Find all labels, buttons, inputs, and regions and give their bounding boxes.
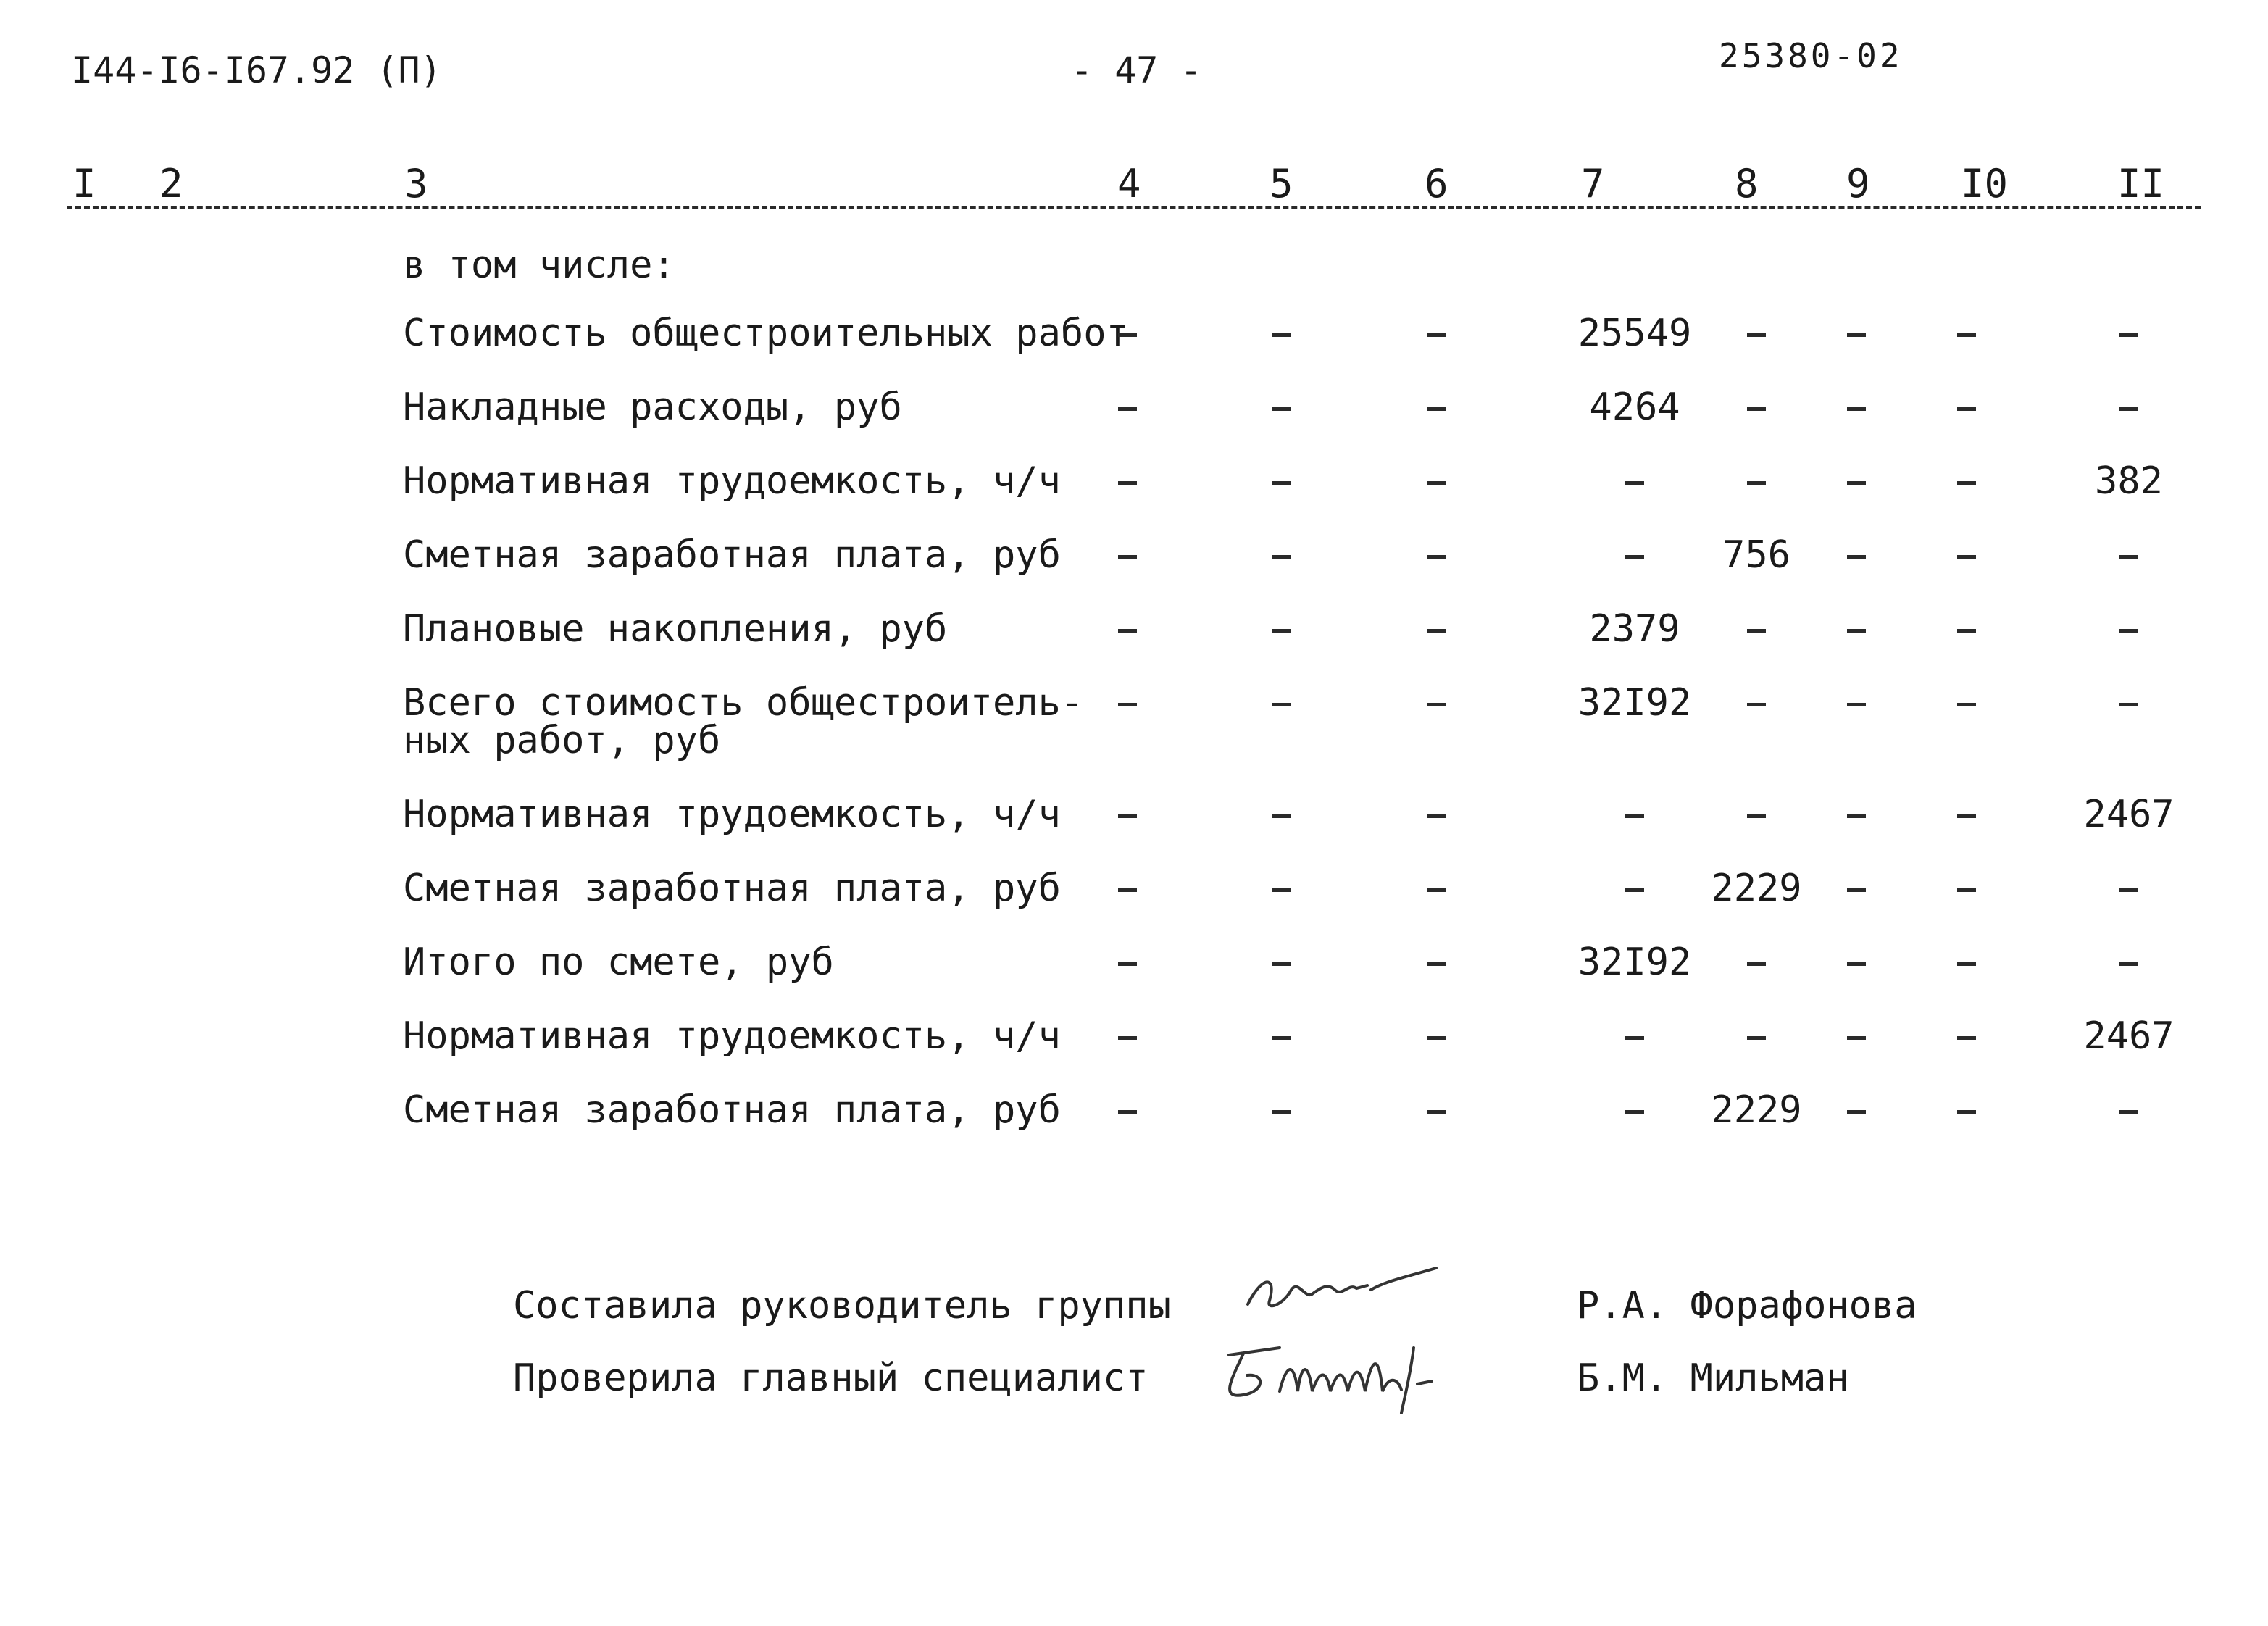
empty-dash	[1847, 555, 1866, 559]
empty-dash	[1427, 555, 1446, 559]
empty-dash	[1957, 1110, 1976, 1114]
empty-dash	[1272, 814, 1291, 818]
empty-dash	[1118, 888, 1137, 892]
empty-dash	[1272, 555, 1291, 559]
compiled-by-name: Р.А. Форафонова	[1577, 1284, 1917, 1327]
row-label: Сметная заработная плата, руб	[403, 1088, 1061, 1132]
empty-dash	[1118, 555, 1137, 559]
empty-dash	[1118, 962, 1137, 966]
empty-dash	[1747, 703, 1766, 706]
empty-dash	[1625, 555, 1644, 559]
empty-dash	[1957, 481, 1976, 485]
empty-dash	[1847, 703, 1866, 706]
empty-dash	[1427, 333, 1446, 337]
column-header: 9	[1846, 161, 1870, 207]
empty-dash	[1427, 888, 1446, 892]
empty-dash	[1747, 1036, 1766, 1040]
empty-dash	[1272, 407, 1291, 411]
compiled-by-signature	[1241, 1261, 1443, 1338]
empty-dash	[1118, 629, 1137, 633]
row-label: Нормативная трудоемкость, ч/ч	[403, 793, 1061, 836]
page-number: - 47 -	[1071, 49, 1202, 91]
empty-dash	[1747, 407, 1766, 411]
empty-dash	[1625, 1036, 1644, 1040]
empty-dash	[1625, 888, 1644, 892]
empty-dash	[1747, 481, 1766, 485]
handwritten-signature-icon	[1214, 1333, 1454, 1420]
empty-dash	[1272, 888, 1291, 892]
empty-dash	[2119, 629, 2138, 633]
compiled-by-role: Составила руководитель группы	[513, 1284, 1171, 1327]
empty-dash	[1427, 481, 1446, 485]
empty-dash	[1272, 703, 1291, 706]
column-header: 4	[1117, 161, 1141, 207]
empty-dash	[1847, 962, 1866, 966]
empty-dash	[2119, 888, 2138, 892]
cell-value: 4264	[1589, 385, 1680, 429]
empty-dash	[1118, 333, 1137, 337]
empty-dash	[1118, 703, 1137, 706]
column-header: 3	[404, 161, 428, 207]
empty-dash	[1272, 1110, 1291, 1114]
table-row	[0, 297, 2268, 370]
empty-dash	[1427, 407, 1446, 411]
handwritten-signature-icon	[1241, 1261, 1443, 1326]
cell-value: 25549	[1577, 312, 1692, 355]
empty-dash	[1272, 1036, 1291, 1040]
cell-value: 32I92	[1577, 681, 1692, 725]
column-header: I0	[1961, 161, 2009, 207]
row-label: Нормативная трудоемкость, ч/ч	[403, 459, 1061, 503]
empty-dash	[1747, 962, 1766, 966]
empty-dash	[1118, 1110, 1137, 1114]
column-header: 8	[1735, 161, 1759, 207]
empty-dash	[1427, 814, 1446, 818]
empty-dash	[1957, 888, 1976, 892]
table-row	[0, 371, 2268, 443]
empty-dash	[1847, 1110, 1866, 1114]
row-label: Стоимость общестроительных работ	[403, 312, 1129, 355]
column-header: 2	[159, 161, 183, 207]
empty-dash	[2119, 703, 2138, 706]
empty-dash	[2119, 333, 2138, 337]
section-title: в том числе:	[403, 243, 675, 287]
table-row	[0, 593, 2268, 665]
empty-dash	[2119, 962, 2138, 966]
empty-dash	[1847, 407, 1866, 411]
empty-dash	[1427, 1036, 1446, 1040]
checked-by-name: Б.М. Мильман	[1577, 1356, 1849, 1400]
empty-dash	[1847, 1036, 1866, 1040]
empty-dash	[1272, 962, 1291, 966]
empty-dash	[1747, 333, 1766, 337]
column-header: 6	[1425, 161, 1448, 207]
empty-dash	[1427, 703, 1446, 706]
row-label: Сметная заработная плата, руб	[403, 867, 1061, 910]
cell-value: 2467	[2083, 793, 2175, 836]
empty-dash	[1272, 481, 1291, 485]
cell-value: 2229	[1711, 1088, 1802, 1132]
empty-dash	[1747, 814, 1766, 818]
empty-dash	[1847, 629, 1866, 633]
table-row	[0, 1000, 2268, 1072]
empty-dash	[1957, 703, 1976, 706]
empty-dash	[1957, 962, 1976, 966]
empty-dash	[1118, 407, 1137, 411]
checked-by-signature	[1214, 1333, 1454, 1432]
column-header: II	[2117, 161, 2165, 207]
empty-dash	[1118, 1036, 1137, 1040]
table-row	[0, 778, 2268, 851]
row-label: Плановые накопления, руб	[403, 607, 948, 651]
document-code: I44-I6-I67.92 (П)	[71, 49, 442, 91]
empty-dash	[1957, 1036, 1976, 1040]
table-row	[0, 667, 2268, 762]
empty-dash	[1847, 333, 1866, 337]
empty-dash	[1847, 481, 1866, 485]
empty-dash	[1847, 888, 1866, 892]
row-label: Нормативная трудоемкость, ч/ч	[403, 1014, 1061, 1058]
empty-dash	[1427, 1110, 1446, 1114]
row-label-line1: Всего стоимость общестроитель-	[403, 681, 1084, 725]
empty-dash	[1625, 481, 1644, 485]
empty-dash	[1427, 629, 1446, 633]
empty-dash	[1625, 1110, 1644, 1114]
empty-dash	[1847, 814, 1866, 818]
checked-by-role: Проверила главный специалист	[513, 1356, 1148, 1400]
handwritten-document-number: 25380-02	[1719, 36, 1903, 75]
row-label: Сметная заработная плата, руб	[403, 533, 1061, 577]
empty-dash	[1625, 814, 1644, 818]
table-row	[0, 852, 2268, 925]
empty-dash	[1747, 629, 1766, 633]
empty-dash	[1957, 333, 1976, 337]
column-header: 5	[1270, 161, 1293, 207]
cell-value: 2229	[1711, 867, 1802, 910]
empty-dash	[1957, 814, 1976, 818]
row-label: Итого по смете, руб	[403, 941, 834, 984]
cell-value: 382	[2095, 459, 2163, 503]
cell-value: 756	[1722, 533, 1790, 577]
table-row	[0, 519, 2268, 591]
column-header: 7	[1581, 161, 1605, 207]
empty-dash	[1272, 629, 1291, 633]
header-rule	[67, 206, 2201, 209]
cell-value: 2379	[1589, 607, 1680, 651]
empty-dash	[1957, 555, 1976, 559]
empty-dash	[1118, 481, 1137, 485]
empty-dash	[1957, 407, 1976, 411]
empty-dash	[2119, 1110, 2138, 1114]
table-row	[0, 1074, 2268, 1146]
empty-dash	[1272, 333, 1291, 337]
row-label-line2: ных работ, руб	[403, 719, 721, 762]
table-row	[0, 445, 2268, 517]
cell-value: 32I92	[1577, 941, 1692, 984]
empty-dash	[1957, 629, 1976, 633]
empty-dash	[2119, 555, 2138, 559]
cell-value: 2467	[2083, 1014, 2175, 1058]
table-row	[0, 926, 2268, 998]
row-label: Накладные расходы, руб	[403, 385, 902, 429]
empty-dash	[1118, 814, 1137, 818]
column-header: I	[72, 161, 96, 207]
empty-dash	[2119, 407, 2138, 411]
empty-dash	[1427, 962, 1446, 966]
